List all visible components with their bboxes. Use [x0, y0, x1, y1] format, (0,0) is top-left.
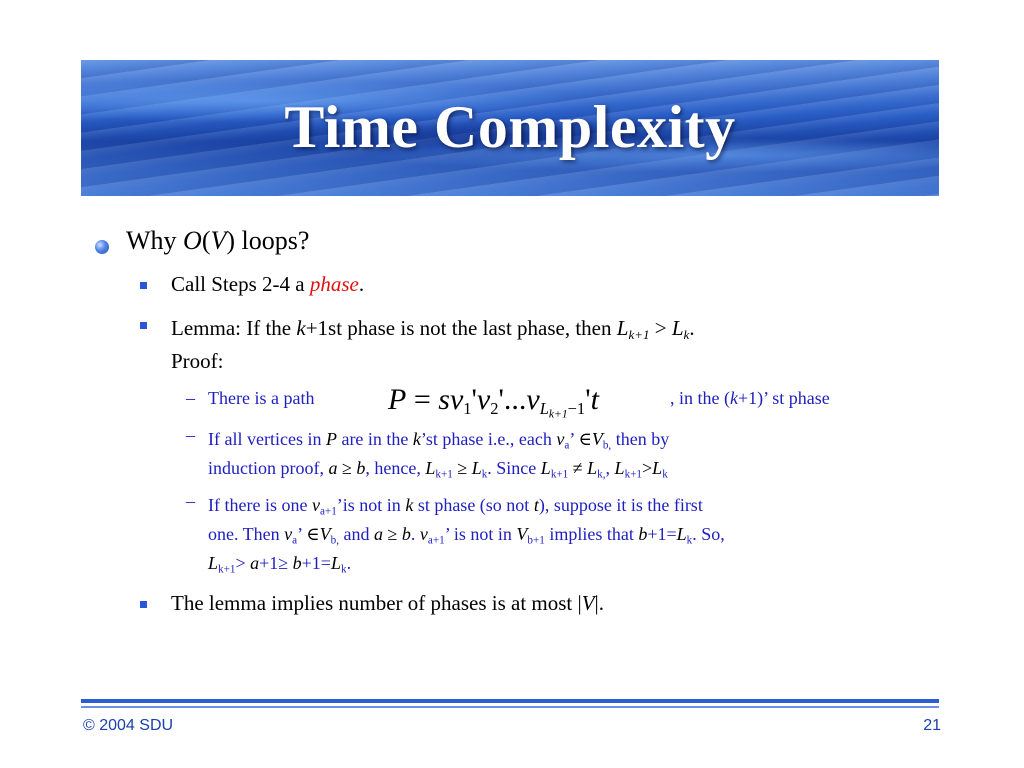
- text: , hence,: [365, 458, 426, 478]
- text: b+1: [527, 534, 545, 547]
- text: +1=: [647, 524, 677, 544]
- text: k+1: [435, 468, 453, 481]
- text: v: [284, 524, 293, 544]
- text: b,: [330, 534, 339, 547]
- text: ’: [569, 429, 579, 449]
- bullet-implies: [171, 591, 604, 616]
- square-bullet-icon: [140, 282, 147, 289]
- text: −1: [567, 398, 586, 418]
- text: k+1: [624, 468, 643, 481]
- text: V: [210, 226, 227, 255]
- path-formula: [388, 383, 599, 421]
- text: b: [401, 524, 411, 544]
- text: +1st phase is not the last phase, then: [305, 316, 617, 340]
- text: k,: [597, 468, 606, 481]
- text: b: [356, 458, 366, 478]
- if-one-text: [208, 491, 725, 578]
- text: b: [292, 553, 302, 573]
- text: ≥: [452, 458, 472, 478]
- text: .: [346, 553, 352, 573]
- text: V: [591, 429, 603, 449]
- proof-label: Proof:: [171, 349, 224, 373]
- text: L: [671, 316, 684, 340]
- text: L: [540, 458, 551, 478]
- text: +1≥: [259, 553, 293, 573]
- text: ), suppose it is the first: [538, 495, 703, 515]
- text: |.: [594, 591, 605, 615]
- text: v: [419, 524, 428, 544]
- text: k: [730, 388, 738, 408]
- bullet-icon: [95, 240, 109, 254]
- text: L: [587, 458, 598, 478]
- all-vertices-text: [208, 425, 669, 483]
- text: (: [201, 226, 211, 255]
- text: a: [292, 534, 298, 547]
- text: then by: [611, 429, 670, 449]
- text: ': [585, 383, 591, 416]
- text: s: [438, 383, 450, 416]
- text: L: [614, 458, 625, 478]
- text: .: [689, 316, 695, 340]
- text: ': [471, 383, 477, 416]
- slide-number: 21: [923, 717, 941, 734]
- text: 2: [490, 398, 499, 418]
- text: v: [449, 383, 464, 416]
- square-bullet-icon: [140, 601, 147, 608]
- text: t: [590, 383, 599, 416]
- text: V: [516, 524, 528, 544]
- text: b,: [602, 439, 612, 452]
- text: +1)’ st phase: [738, 388, 830, 408]
- text: k: [340, 563, 347, 576]
- text: k: [683, 326, 690, 342]
- dash-bullet-icon: –: [186, 491, 195, 511]
- text: ’st phase i.e., each: [420, 429, 557, 449]
- text: are in the: [336, 429, 413, 449]
- text: induction proof,: [208, 458, 329, 478]
- bullet-phase: [171, 272, 364, 297]
- text: k: [412, 429, 421, 449]
- text: '...: [498, 383, 527, 416]
- text: ’ is not in: [444, 524, 517, 544]
- text: L: [616, 316, 629, 340]
- text: ) loops?: [226, 226, 310, 255]
- text: L: [652, 458, 663, 478]
- text: 1: [463, 398, 472, 418]
- text: +1=: [301, 553, 331, 573]
- phase-term: phase: [309, 272, 359, 296]
- footer-rule-thin: [81, 706, 939, 708]
- dash-bullet-icon: –: [186, 388, 195, 408]
- text: implies that: [544, 524, 639, 544]
- text: , in the (: [670, 388, 730, 408]
- text: If there is one: [208, 495, 312, 515]
- text: Lemma: If the: [171, 316, 297, 340]
- text: .: [358, 272, 365, 296]
- path-text: There is a path: [208, 388, 315, 408]
- text: k: [662, 468, 668, 481]
- text: .: [410, 524, 420, 544]
- text: ’is not in: [336, 495, 406, 515]
- text: P: [388, 383, 407, 416]
- text: k+1: [550, 468, 569, 481]
- title-banner: [81, 60, 939, 196]
- text: one. Then: [208, 524, 285, 544]
- text: L: [425, 458, 436, 478]
- bullet-why: [126, 226, 309, 256]
- text: v: [526, 383, 540, 416]
- text: k: [481, 468, 488, 481]
- text: ≠: [568, 458, 588, 478]
- text: a: [250, 553, 260, 573]
- text: ,: [605, 458, 615, 478]
- text: v: [556, 429, 565, 449]
- text: ≥: [382, 524, 402, 544]
- text: Why: [126, 226, 184, 255]
- text: Call Steps 2-4 a: [171, 272, 310, 296]
- text: k+1: [218, 563, 236, 576]
- text: t: [533, 495, 539, 515]
- text: a: [328, 458, 338, 478]
- text: st phase (so not: [413, 495, 534, 515]
- text: k: [405, 495, 414, 515]
- text: V: [581, 591, 595, 615]
- text: L: [539, 398, 549, 418]
- text: k: [686, 534, 693, 547]
- text: and: [338, 524, 374, 544]
- text: L: [208, 553, 219, 573]
- text: The lemma implies number of phases is at most |: [171, 591, 582, 615]
- text: a: [373, 524, 383, 544]
- text: L: [676, 524, 687, 544]
- text: k: [296, 316, 306, 340]
- footer-rule: [81, 699, 939, 703]
- text: v: [476, 383, 491, 416]
- text: If all vertices in: [208, 429, 326, 449]
- path-text-tail: [670, 388, 830, 409]
- text: >: [235, 553, 251, 573]
- text: k+1: [628, 326, 650, 342]
- text: b: [638, 524, 648, 544]
- slide-title: Time Complexity: [284, 94, 736, 160]
- text: a+1: [427, 534, 445, 547]
- text: a: [564, 439, 570, 452]
- text: P: [325, 429, 337, 449]
- dash-bullet-icon: –: [186, 425, 195, 445]
- text: >: [649, 316, 672, 340]
- text: ∈: [578, 429, 592, 449]
- text: ∈: [306, 524, 320, 544]
- text: k+1: [548, 408, 568, 421]
- text: . So,: [692, 524, 725, 544]
- text: . Since: [487, 458, 541, 478]
- bullet-lemma: [171, 312, 695, 378]
- text: ≥: [337, 458, 357, 478]
- text: L: [471, 458, 482, 478]
- text: ’: [297, 524, 307, 544]
- square-bullet-icon: [140, 322, 147, 329]
- text: O: [183, 226, 202, 255]
- text: >: [642, 458, 653, 478]
- text: =: [406, 383, 439, 416]
- footer-copyright: © 2004 SDU: [83, 717, 174, 734]
- text: v: [311, 495, 320, 515]
- text: L: [330, 553, 341, 573]
- text: a+1: [319, 505, 337, 518]
- text: V: [319, 524, 331, 544]
